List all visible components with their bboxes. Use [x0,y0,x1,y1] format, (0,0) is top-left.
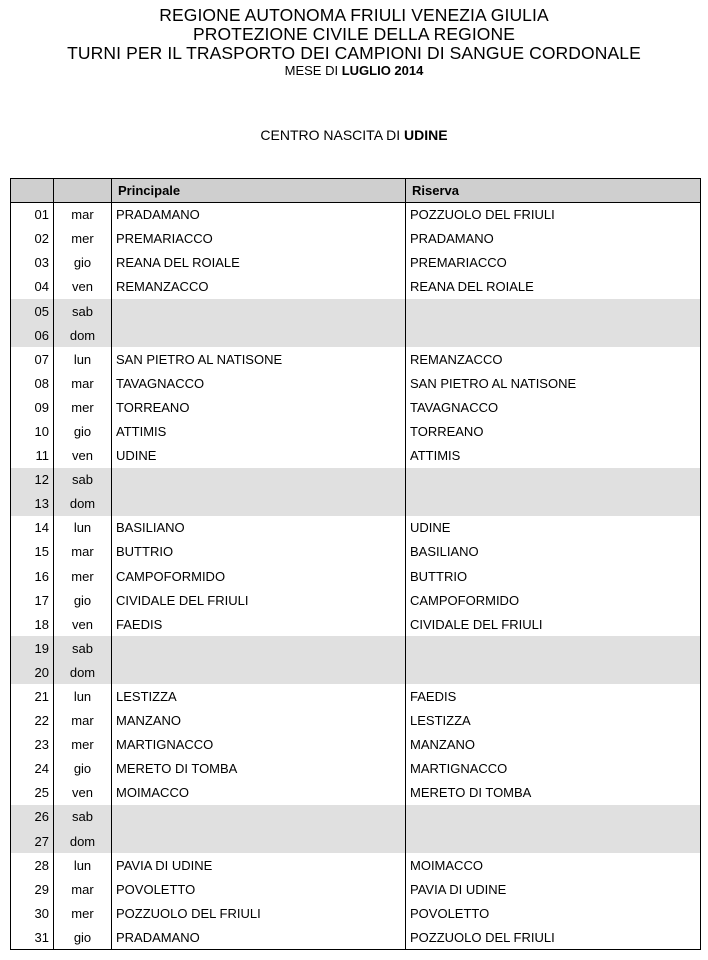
weekday-cell: mar [54,203,112,227]
day-number-cell: 05 [11,299,54,323]
riserva-cell: TAVAGNACCO [406,395,701,419]
day-number-cell: 14 [11,516,54,540]
principale-cell: MARTIGNACCO [112,733,406,757]
principale-cell [112,468,406,492]
principale-cell [112,660,406,684]
month-value: LUGLIO 2014 [341,63,424,78]
day-number-cell: 09 [11,395,54,419]
table-row [11,227,701,251]
day-number-cell: 03 [11,251,54,275]
day-number-cell: 13 [11,492,54,516]
header-weekday [54,179,112,203]
center-prefix: CENTRO NASCITA DI [260,127,405,143]
principale-cell: POVOLETTO [112,877,406,901]
riserva-cell [406,636,701,660]
riserva-cell: LESTIZZA [406,709,701,733]
weekday-cell: gio [54,925,112,949]
weekday-cell: sab [54,299,112,323]
riserva-cell [406,660,701,684]
table-row [11,684,701,708]
table-row [11,829,701,853]
weekday-cell: ven [54,781,112,805]
day-number-cell: 17 [11,588,54,612]
table-row [11,516,701,540]
table-row [11,395,701,419]
weekday-cell: dom [54,492,112,516]
day-number-cell: 20 [11,660,54,684]
weekday-cell: dom [54,660,112,684]
weekday-cell: gio [54,588,112,612]
table-row [11,540,701,564]
day-number-cell: 11 [11,444,54,468]
weekday-cell: gio [54,419,112,443]
riserva-cell [406,492,701,516]
weekday-cell: lun [54,684,112,708]
table-row [11,299,701,323]
day-number-cell: 01 [11,203,54,227]
principale-cell: REANA DEL ROIALE [112,251,406,275]
weekday-cell: gio [54,251,112,275]
day-number-cell: 30 [11,901,54,925]
table-row [11,733,701,757]
principale-cell: CAMPOFORMIDO [112,564,406,588]
weekday-cell: ven [54,612,112,636]
weekday-cell: dom [54,829,112,853]
riserva-cell: CIVIDALE DEL FRIULI [406,612,701,636]
weekday-cell: sab [54,468,112,492]
riserva-cell: REANA DEL ROIALE [406,275,701,299]
riserva-cell: PREMARIACCO [406,251,701,275]
principale-cell: REMANZACCO [112,275,406,299]
day-number-cell: 19 [11,636,54,660]
principale-cell [112,805,406,829]
principale-cell: PAVIA DI UDINE [112,853,406,877]
day-number-cell: 02 [11,227,54,251]
principale-cell: PRADAMANO [112,925,406,949]
schedule-title: TURNI PER IL TRASPORTO DEI CAMPIONI DI SANGUE CORDONALE [67,43,641,63]
center-value: UDINE [404,127,448,143]
riserva-cell: BUTTRIO [406,564,701,588]
weekday-cell: ven [54,275,112,299]
riserva-cell: MARTIGNACCO [406,757,701,781]
table-row [11,347,701,371]
shift-table [10,178,701,950]
riserva-cell [406,829,701,853]
table-row [11,564,701,588]
principale-cell [112,636,406,660]
principale-cell [112,829,406,853]
day-number-cell: 06 [11,323,54,347]
riserva-cell: REMANZACCO [406,347,701,371]
principale-cell: BASILIANO [112,516,406,540]
weekday-cell: mar [54,709,112,733]
day-number-cell: 10 [11,419,54,443]
day-number-cell: 16 [11,564,54,588]
day-number-cell: 04 [11,275,54,299]
department-title: PROTEZIONE CIVILE DELLA REGIONE [192,24,516,44]
weekday-cell: mer [54,227,112,251]
weekday-cell: lun [54,516,112,540]
riserva-cell [406,323,701,347]
riserva-cell: BASILIANO [406,540,701,564]
riserva-cell: CAMPOFORMIDO [406,588,701,612]
day-number-cell: 26 [11,805,54,829]
day-number-cell: 28 [11,853,54,877]
table-row [11,853,701,877]
table-row [11,251,701,275]
principale-cell: PREMARIACCO [112,227,406,251]
region-title: REGIONE AUTONOMA FRIULI VENEZIA GIULIA [159,5,549,25]
table-row [11,709,701,733]
weekday-cell: mer [54,395,112,419]
weekday-cell: dom [54,323,112,347]
table-row [11,419,701,443]
table-row [11,757,701,781]
month-line [0,63,708,79]
principale-cell: MERETO DI TOMBA [112,757,406,781]
weekday-cell: lun [54,853,112,877]
weekday-cell: mer [54,733,112,757]
day-number-cell: 12 [11,468,54,492]
riserva-cell: MANZANO [406,733,701,757]
riserva-cell: TORREANO [406,419,701,443]
riserva-cell: POZZUOLO DEL FRIULI [406,203,701,227]
riserva-cell [406,805,701,829]
table-row [11,371,701,395]
principale-cell: BUTTRIO [112,540,406,564]
principale-cell: UDINE [112,444,406,468]
header-principale: Principale [112,179,406,203]
principale-cell: MANZANO [112,709,406,733]
day-number-cell: 29 [11,877,54,901]
riserva-cell: MOIMACCO [406,853,701,877]
principale-cell: ATTIMIS [112,419,406,443]
riserva-cell: PRADAMANO [406,227,701,251]
riserva-cell: FAEDIS [406,684,701,708]
riserva-cell: POZZUOLO DEL FRIULI [406,925,701,949]
weekday-cell: sab [54,805,112,829]
riserva-cell: PAVIA DI UDINE [406,877,701,901]
document-header [0,6,708,79]
principale-cell: POZZUOLO DEL FRIULI [112,901,406,925]
day-number-cell: 25 [11,781,54,805]
day-number-cell: 15 [11,540,54,564]
day-number-cell: 31 [11,925,54,949]
table-row [11,588,701,612]
weekday-cell: mar [54,540,112,564]
table-row [11,636,701,660]
day-number-cell: 18 [11,612,54,636]
riserva-cell: UDINE [406,516,701,540]
riserva-cell [406,468,701,492]
month-prefix: MESE DI [284,63,342,78]
table-row [11,781,701,805]
principale-cell [112,299,406,323]
principale-cell: TORREANO [112,395,406,419]
table-row [11,492,701,516]
table-row [11,444,701,468]
day-number-cell: 24 [11,757,54,781]
table-row [11,323,701,347]
weekday-cell: ven [54,444,112,468]
day-number-cell: 07 [11,347,54,371]
table-row [11,901,701,925]
weekday-cell: mar [54,877,112,901]
table-row [11,468,701,492]
birth-center-line [0,127,708,143]
principale-cell: LESTIZZA [112,684,406,708]
table-row [11,612,701,636]
table-row [11,660,701,684]
principale-cell: CIVIDALE DEL FRIULI [112,588,406,612]
riserva-cell [406,299,701,323]
principale-cell: MOIMACCO [112,781,406,805]
table-row [11,275,701,299]
table-header-row [11,179,701,203]
table-row [11,877,701,901]
day-number-cell: 08 [11,371,54,395]
day-number-cell: 23 [11,733,54,757]
day-number-cell: 22 [11,709,54,733]
header-riserva: Riserva [406,179,701,203]
riserva-cell: SAN PIETRO AL NATISONE [406,371,701,395]
day-number-cell: 21 [11,684,54,708]
riserva-cell: POVOLETTO [406,901,701,925]
principale-cell: PRADAMANO [112,203,406,227]
weekday-cell: sab [54,636,112,660]
weekday-cell: mar [54,371,112,395]
principale-cell [112,323,406,347]
table-row [11,805,701,829]
riserva-cell: ATTIMIS [406,444,701,468]
principale-cell: FAEDIS [112,612,406,636]
principale-cell [112,492,406,516]
principale-cell: SAN PIETRO AL NATISONE [112,347,406,371]
table-body [11,203,701,950]
weekday-cell: lun [54,347,112,371]
weekday-cell: mer [54,564,112,588]
riserva-cell: MERETO DI TOMBA [406,781,701,805]
principale-cell: TAVAGNACCO [112,371,406,395]
table-row [11,925,701,949]
weekday-cell: mer [54,901,112,925]
table-row [11,203,701,227]
header-day-number [11,179,54,203]
weekday-cell: gio [54,757,112,781]
day-number-cell: 27 [11,829,54,853]
